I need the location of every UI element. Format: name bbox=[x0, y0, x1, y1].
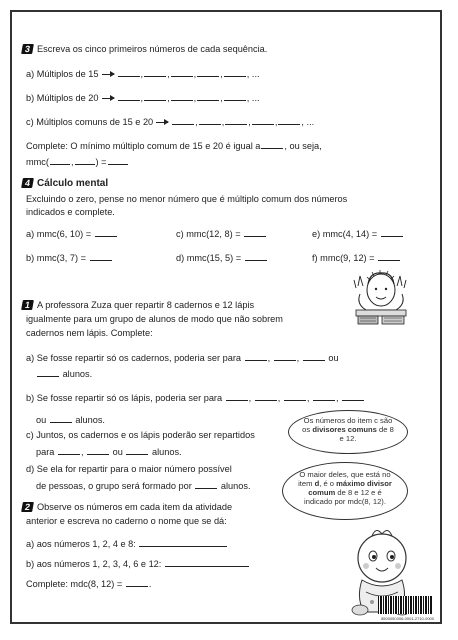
answer-blank[interactable] bbox=[224, 92, 246, 101]
answer-blank[interactable] bbox=[381, 228, 403, 237]
answer-blank[interactable] bbox=[95, 228, 117, 237]
answer-blank[interactable] bbox=[90, 252, 112, 261]
answer-blank[interactable] bbox=[37, 368, 59, 377]
exercise-3b: b) Múltiplos de 20 , , , , , ... bbox=[26, 93, 260, 103]
exercise-1-line-3: cadernos nem lápis. Complete: bbox=[26, 328, 153, 338]
exercise-3-complete: Complete: O mínimo múltiplo comum de 15 e 20 é igual a , ou seja, bbox=[26, 141, 322, 151]
exercise-1b-cont: ou alunos. bbox=[36, 415, 105, 425]
arrow-icon bbox=[102, 74, 114, 75]
exercise-2-line-1: 2 Observe os números em cada item da atividade bbox=[22, 502, 232, 513]
exercise-2-line-2: anterior e escreva no caderno o nome que se dá: bbox=[26, 516, 227, 526]
exercise-4-title: 4 Cálculo mental bbox=[22, 178, 108, 189]
answer-blank[interactable] bbox=[255, 392, 277, 401]
answer-line[interactable] bbox=[139, 538, 227, 547]
worksheet-page bbox=[10, 10, 442, 624]
answer-blank[interactable] bbox=[50, 156, 70, 165]
answer-blank[interactable] bbox=[225, 116, 247, 125]
exercise-2b: b) aos números 1, 2, 3, 4, 6 e 12: bbox=[26, 558, 250, 570]
exercise-1d: d) Se ela for repartir para o maior número possível bbox=[26, 464, 232, 474]
exercise-4-item: f) mmc(9, 12) = bbox=[312, 252, 401, 264]
answer-blank[interactable] bbox=[303, 352, 325, 361]
answer-blank[interactable] bbox=[144, 68, 166, 77]
exercise-3a: a) Múltiplos de 15 , , , , , ... bbox=[26, 69, 260, 79]
exercise-4-instruction-1: Excluindo o zero, pense no menor número que é múltiplo comum dos números bbox=[26, 194, 348, 204]
answer-blank[interactable] bbox=[108, 156, 128, 165]
exercise-1-line-1: 1 A professora Zuza quer repartir 8 cadernos e 12 lápis bbox=[22, 300, 254, 311]
answer-blank[interactable] bbox=[197, 68, 219, 77]
barcode bbox=[378, 596, 432, 614]
exercise-number: 3 bbox=[21, 44, 34, 54]
speech-bubble-mdc: O maior deles, que está no item d, é o máximo divisor comum de 8 e 12 e é indicado por mdc(8, 12). bbox=[282, 462, 408, 520]
answer-line[interactable] bbox=[165, 558, 249, 567]
exercise-1b: b) Se fosse repartir só os lápis, poderia ser para , , , , bbox=[26, 392, 365, 404]
arrow-icon bbox=[156, 122, 168, 123]
answer-blank[interactable] bbox=[75, 156, 95, 165]
answer-blank[interactable] bbox=[171, 68, 193, 77]
exercise-3c: c) Múltiplos comuns de 15 e 20 , , , , , ... bbox=[26, 117, 315, 127]
exercise-4-item: c) mmc(12, 8) = bbox=[176, 228, 267, 240]
answer-blank[interactable] bbox=[172, 116, 194, 125]
answer-blank[interactable] bbox=[245, 352, 267, 361]
answer-blank[interactable] bbox=[226, 392, 248, 401]
answer-blank[interactable] bbox=[195, 480, 217, 489]
answer-blank[interactable] bbox=[199, 116, 221, 125]
exercise-number: 2 bbox=[21, 502, 34, 512]
exercise-1a: a) Se fosse repartir só os cadernos, poderia ser para , , ou bbox=[26, 353, 339, 363]
answer-blank[interactable] bbox=[58, 446, 80, 455]
exercise-3-mmc: mmc( , ) = bbox=[26, 156, 129, 168]
answer-blank[interactable] bbox=[342, 392, 364, 401]
arrow-icon bbox=[102, 98, 114, 99]
answer-blank[interactable] bbox=[252, 116, 274, 125]
answer-blank[interactable] bbox=[118, 92, 140, 101]
answer-blank[interactable] bbox=[261, 140, 283, 149]
answer-blank[interactable] bbox=[224, 68, 246, 77]
answer-blank[interactable] bbox=[144, 92, 166, 101]
exercise-4-item: a) mmc(6, 10) = bbox=[26, 228, 118, 240]
exercise-number: 1 bbox=[21, 300, 34, 310]
exercise-2a: a) aos números 1, 2, 4 e 8: bbox=[26, 538, 228, 550]
exercise-number: 4 bbox=[21, 178, 34, 188]
answer-blank[interactable] bbox=[244, 228, 266, 237]
answer-blank[interactable] bbox=[245, 252, 267, 261]
exercise-1-line-2: igualmente para um grupo de alunos de modo que não sobrem bbox=[26, 314, 283, 324]
exercise-4-item: e) mmc(4, 14) = bbox=[312, 228, 404, 240]
speech-bubble-divisores: Os números do item c são os divisores comuns de 8 e 12. bbox=[288, 410, 408, 454]
exercise-4-item: d) mmc(15, 5) = bbox=[176, 252, 268, 264]
answer-blank[interactable] bbox=[313, 392, 335, 401]
exercise-4-instruction-2: indicados e complete. bbox=[26, 207, 115, 217]
answer-blank[interactable] bbox=[126, 578, 148, 587]
exercise-2-complete: Complete: mdc(8, 12) = . bbox=[26, 579, 152, 589]
answer-blank[interactable] bbox=[278, 116, 300, 125]
exercise-1c-cont: para , ou alunos. bbox=[36, 447, 182, 457]
exercise-4-item: b) mmc(3, 7) = bbox=[26, 252, 113, 264]
teacher-illustration bbox=[346, 270, 416, 336]
answer-blank[interactable] bbox=[50, 414, 72, 423]
answer-blank[interactable] bbox=[171, 92, 193, 101]
exercise-1a-cont: alunos. bbox=[36, 368, 92, 380]
answer-blank[interactable] bbox=[126, 446, 148, 455]
answer-blank[interactable] bbox=[118, 68, 140, 77]
exercise-1c: c) Juntos, os cadernos e os lápis poderão ser repartidos bbox=[26, 430, 255, 440]
exercise-1d-cont: de pessoas, o grupo será formado por alunos. bbox=[36, 481, 251, 491]
answer-blank[interactable] bbox=[197, 92, 219, 101]
barcode-text: 8500050306-0001-2710-0000 bbox=[381, 616, 434, 621]
answer-blank[interactable] bbox=[378, 252, 400, 261]
exercise-3-title: 3 Escreva os cinco primeiros números de cada sequência. bbox=[22, 44, 267, 55]
answer-blank[interactable] bbox=[274, 352, 296, 361]
answer-blank[interactable] bbox=[284, 392, 306, 401]
answer-blank[interactable] bbox=[87, 446, 109, 455]
